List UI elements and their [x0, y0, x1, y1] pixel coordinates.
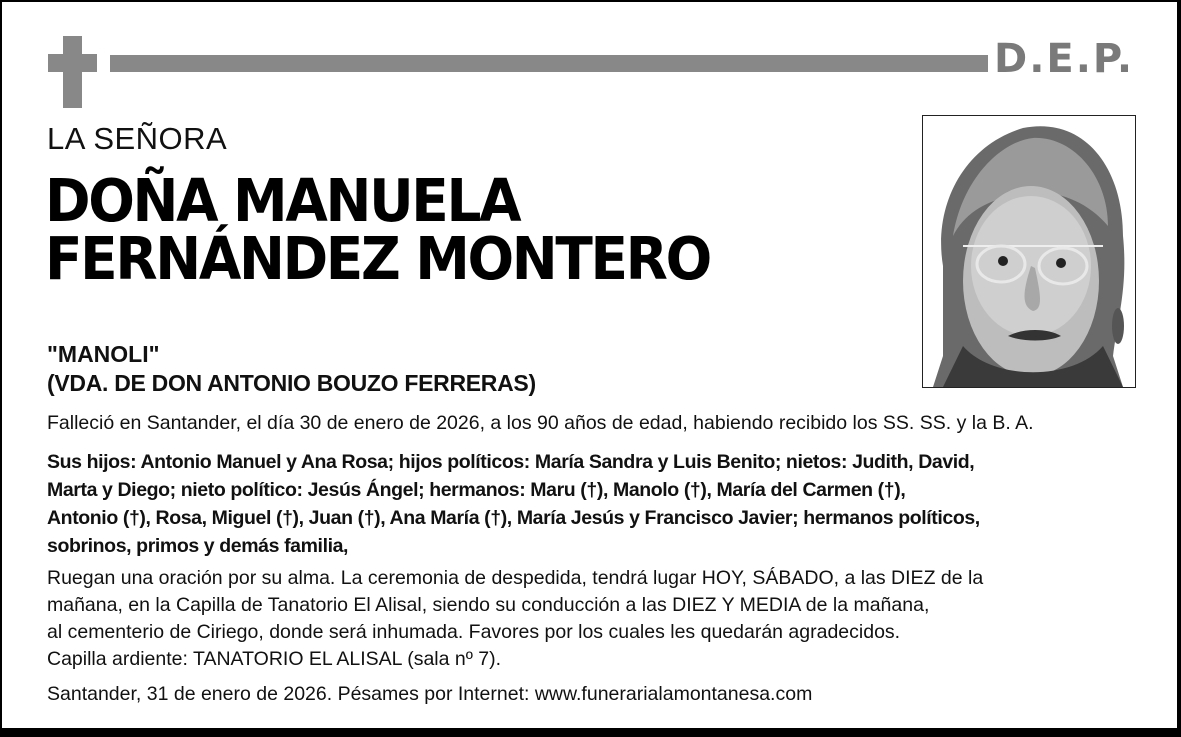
cross-icon [63, 36, 82, 108]
family-line: Antonio (†), Rosa, Miguel (†), Juan (†), Ana María (†), María Jesús y Francisco Javier; hermanos políticos, [47, 507, 980, 529]
dep-label: D.E.P. [994, 36, 1135, 82]
death-details: Falleció en Santander, el día 30 de enero de 2026, a los 90 años de edad, habiendo recibido los SS. SS. y la B. A. [47, 412, 1034, 434]
nickname: "MANOLI" [47, 341, 160, 367]
family-line: Sus hijos: Antonio Manuel y Ana Rosa; hijos políticos: María Sandra y Luis Benito; nietos: Judith, David, [47, 451, 975, 473]
family-line: sobrinos, primos y demás familia, [47, 535, 349, 557]
header-rule [110, 55, 988, 72]
widow-of: (VDA. DE DON ANTONIO BOUZO FERRERAS) [47, 370, 536, 396]
ceremony-line: Ruegan una oración por su alma. La ceremonia de despedida, tendrá lugar HOY, SÁBADO, a las DIEZ de la [47, 567, 984, 589]
ceremony-line: al cementerio de Ciriego, donde será inhumada. Favores por los cuales les quedarán agradecidos. [47, 621, 901, 643]
name-line-2: FERNÁNDEZ MONTERO [45, 224, 710, 293]
family-line: Marta y Diego; nieto político: Jesús Ángel; hermanos: Maru (†), Manolo (†), María del Carmen (†), [47, 479, 906, 501]
ceremony-details [47, 565, 1117, 673]
portrait-image [923, 116, 1135, 387]
name-line-1: DOÑA MANUELA [45, 166, 520, 235]
portrait-photo [922, 115, 1136, 388]
signature-line: Santander, 31 de enero de 2026. Pésames por Internet: www.funerarialamontanesa.com [47, 683, 813, 705]
deceased-name [45, 166, 710, 293]
salutation: LA SEÑORA [47, 121, 228, 156]
ceremony-line: Capilla ardiente: TANATORIO EL ALISAL (sala nº 7). [47, 648, 502, 670]
cross-icon-arm [48, 54, 97, 72]
ceremony-line: mañana, en la Capilla de Tanatorio El Alisal, siendo su conducción a las DIEZ Y MEDIA de la mañana, [47, 594, 930, 616]
family-list [47, 448, 1117, 560]
